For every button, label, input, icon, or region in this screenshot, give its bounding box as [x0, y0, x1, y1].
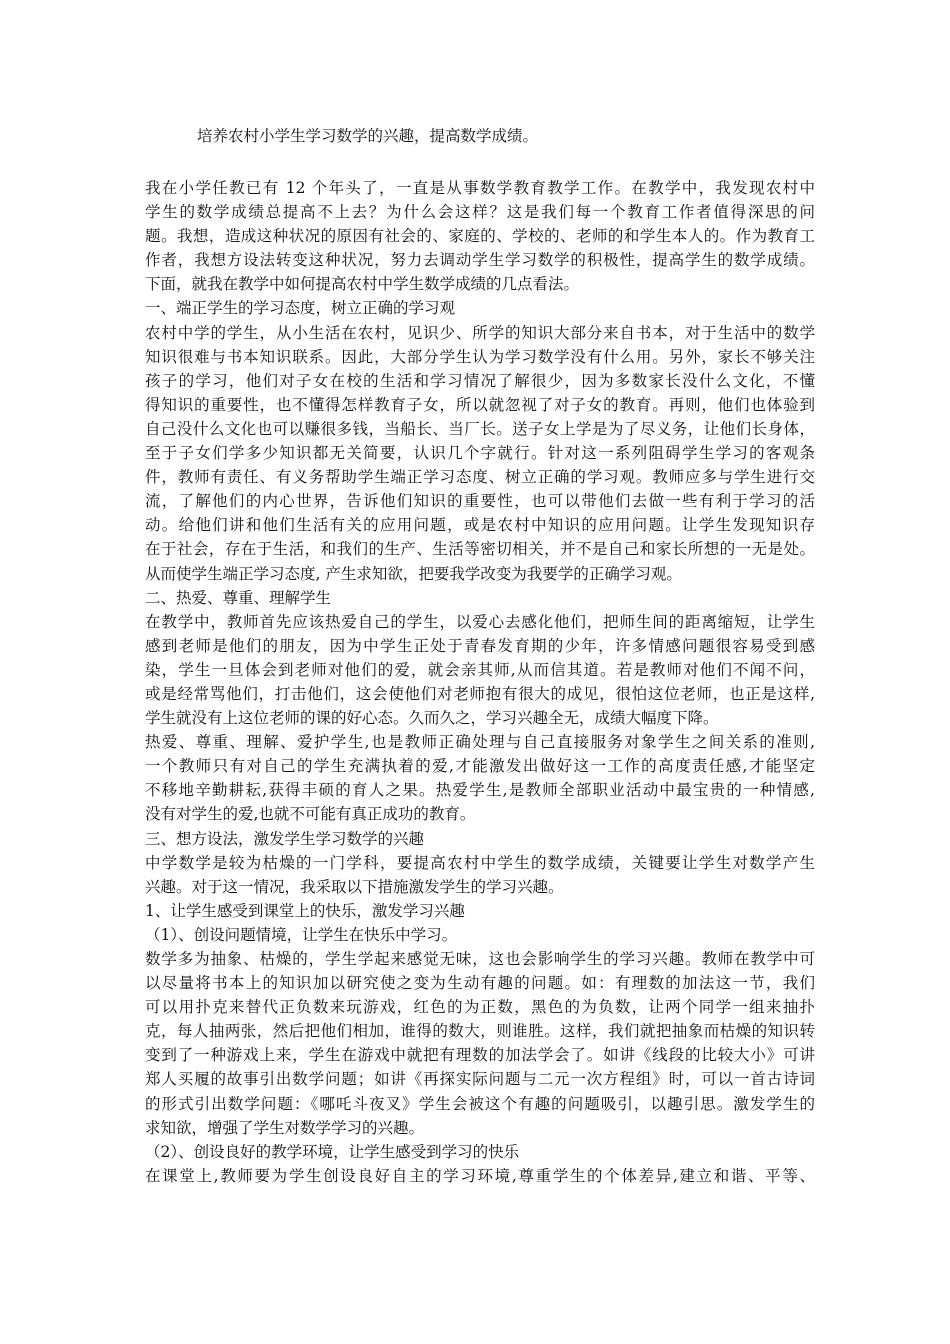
document-body: [145, 176, 815, 1188]
text-line: 动。给他们讲和他们生活有关的应用问题，或是农村中知识的应用问题。让学生发现知识存: [145, 516, 815, 535]
text-line: 从而使学生端正学习态度, 产生求知欲，把要我学改变为我要学的正确学习观。: [145, 564, 682, 583]
text-line: 流，了解他们的内心世界，告诉他们知识的重要性，也可以带他们去做一些有利于学习的活: [145, 492, 815, 511]
text-line: 郑人买履的故事引出数学问题；如讲《再探实际问题与二元一次方程组》时，可以一首古诗词: [145, 1070, 815, 1089]
text-line: 热爱、尊重、理解、爱护学生,也是教师正确处理与自己直接服务对象学生之间关系的准则,: [145, 733, 815, 752]
text-line: 兴趣。对于这一情况，我采取以下措施激发学生的学习兴趣。: [145, 877, 564, 896]
text-line: 农村中学的学生，从小生活在农村，见识少、所学的知识大部分来自书本，对于生活中的数学: [145, 323, 815, 342]
text-line: 数学多为抽象、枯燥的，学生学起来感觉无味，这也会影响学生的学习兴趣。教师在教学中可: [145, 950, 815, 968]
text-line: 自己没什么文化也可以赚很多钱，当船长、当厂长。送子女上学是为了尽义务，让他们长身体，: [145, 419, 815, 438]
text-line: 在于社会，存在于生活，和我们的生产、生活等密切相关，并不是自己和家长所想的一无是处。: [145, 540, 815, 559]
text-line: 一个教师只有对自己的学生充满执着的爱,才能激发出做好这一工作的高度责任感,才能坚定: [145, 757, 815, 776]
text-line: 二、热爱、尊重、理解学生: [145, 588, 332, 607]
text-line: 得知识的重要性，也不懂得怎样教育子女，所以就忽视了对子女的教育。再则，他们也体验到: [145, 395, 815, 414]
text-line: 孩子的学习，他们对子女在校的生活和学习情况了解很少，因为多数家长没什么文化，不懂: [145, 371, 815, 390]
text-line: 在课堂上,教师要为学生创设良好自主的学习环境,尊重学生的个体差异,建立和谐、平等、: [145, 1166, 815, 1185]
text-line: 没有对学生的爱,也就不可能有真正成功的教育。: [145, 805, 476, 824]
text-line: 知识很难与书本知识联系。因此，大部分学生认为学习数学没有什么用。另外，家长不够关注: [145, 347, 815, 366]
text-line: 或是经常骂他们，打击他们，这会使他们对老师抱有很大的成见，很怕这位老师，也正是这样,: [145, 684, 815, 703]
text-line: 的形式引出数学问题：《哪吒斗夜叉》学生会被这个有趣的问题吸引，以趣引思。激发学生的: [145, 1094, 815, 1113]
text-line: 题。我想，造成这种状况的原因有社会的、家庭的、学校的、老师的和学生本人的。作为教育工: [145, 227, 815, 246]
text-line: 变到了一种游戏上来，学生在游戏中就把有理数的加法学会了。如讲《线段的比较大小》可讲: [145, 1046, 815, 1065]
text-line: 至于子女们学多少知识都无关简要，认识几个字就行。针对这一系列阻碍学生学习的客观条: [145, 444, 815, 463]
text-line: 在教学中，教师首先应该热爱自己的学生，以爱心去感化他们，把师生间的距离缩短，让学生: [145, 612, 815, 631]
text-line: 求知欲，增强了学生对数学学习的兴趣。: [145, 1118, 425, 1137]
text-line: 件，教师有责任、有义务帮助学生端正学习态度、树立正确的学习观。教师应多与学生进行交: [145, 468, 815, 487]
text-line: 下面，就我在教学中如何提高农村中学生数学成绩的几点看法。: [145, 275, 580, 294]
text-line: 中学数学是较为枯燥的一门学科，要提高农村中学生的数学成绩，关键要让学生对数学产生: [145, 853, 815, 872]
document-title: 培养农村小学生学习数学的兴趣，提高数学成绩。: [197, 127, 539, 145]
text-line: 不移地辛勤耕耘,获得丰硕的育人之果。热爱学生,是教师全部职业活动中最宝贵的一种情感,: [145, 781, 815, 800]
text-line: 学生就没有上这位老师的课的好心态。久而久之，学习兴趣全无，成绩大幅度下降。: [145, 709, 719, 728]
text-line: 学生的数学成绩总提高不上去？为什么会这样？这是我们每一个教育工作者值得深思的问: [145, 203, 815, 222]
text-line: 1、让学生感受到课堂上的快乐，激发学习兴趣: [145, 901, 465, 920]
text-line: 三、想方设法，激发学生学习数学的兴趣: [145, 829, 425, 848]
text-line: 克，每人抽两张，然后把他们相加，谁得的数大，则谁胜。这样，我们就把抽象而枯燥的知识转: [145, 1022, 815, 1041]
text-line: 染，学生一旦体会到老师对他们的爱，就会亲其师,从而信其道。若是教师对他们不闻不问，: [145, 660, 815, 679]
text-line: （1）、创设问题情境，让学生在快乐中学习。: [145, 925, 458, 944]
text-line: 以尽量将书本上的知识加以研究使之变为生动有趣的问题。如：有理数的加法这一节，我们: [145, 974, 815, 993]
text-line: 作者，我想方设法转变这种状况，努力去调动学生学习数学的积极性，提高学生的数学成绩。: [145, 251, 815, 270]
text-line: 感到老师是他们的朋友，因为中学生正处于青春发育期的少年，许多情感问题很容易受到感: [145, 636, 815, 655]
text-line: 我在小学任教已有 12 个年头了，一直是从事数学教育教学工作。在教学中，我发现农村中: [145, 179, 815, 197]
text-line: 一、端正学生的学习态度，树立正确的学习观: [145, 299, 456, 318]
text-line: （2）、创设良好的教学环境，让学生感受到学习的快乐: [145, 1142, 520, 1161]
text-line: 可以用扑克来替代正负数来玩游戏，红色的为正数，黑色的为负数，让两个同学一组来抽扑: [145, 998, 815, 1017]
